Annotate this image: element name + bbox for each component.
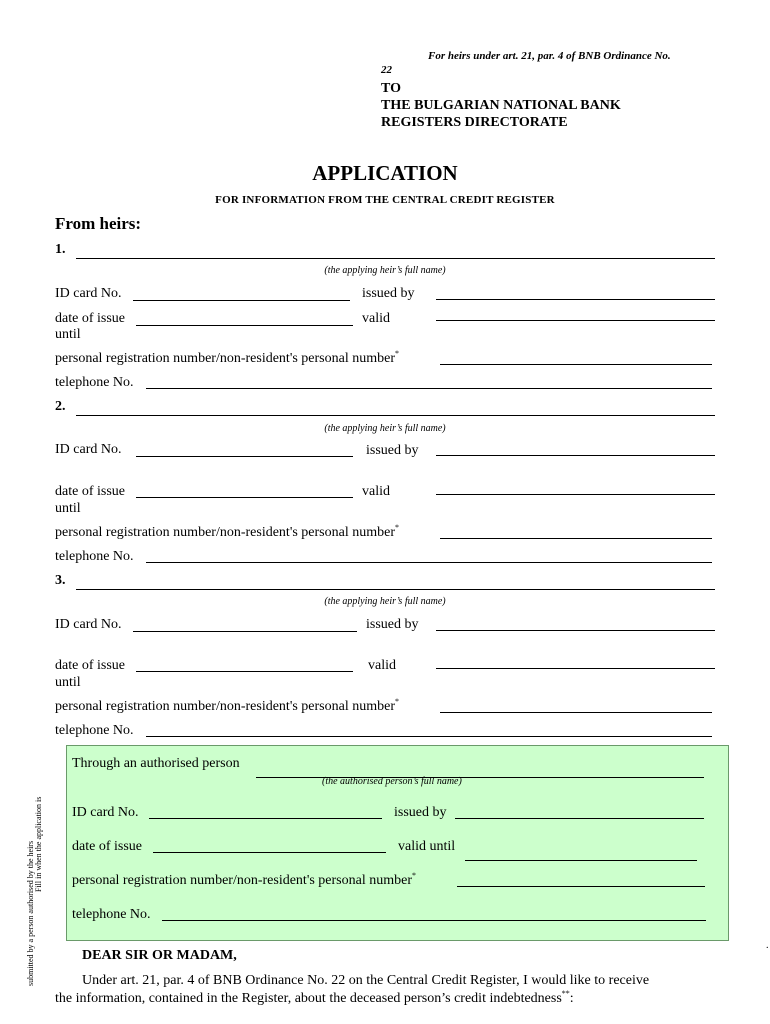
heir-1-date-label: date of issue bbox=[55, 311, 125, 326]
authorised-id-label: ID card No. bbox=[72, 805, 139, 820]
authorised-pin-field[interactable] bbox=[457, 886, 705, 887]
heir-1-issued-by-label: issued by bbox=[362, 286, 415, 301]
heir-2-pin-field[interactable] bbox=[440, 538, 712, 539]
heir-2-number: 2. bbox=[55, 399, 66, 414]
heir-3-date-field[interactable] bbox=[136, 671, 353, 672]
heir-2-id-label: ID card No. bbox=[55, 442, 122, 457]
heir-3-valid-field[interactable] bbox=[436, 668, 715, 669]
heir-1-number: 1. bbox=[55, 242, 66, 257]
header-note: For heirs under art. 21, par. 4 of BNB Ordinance No. bbox=[428, 50, 671, 62]
address-bank: THE BULGARIAN NATIONAL BANK bbox=[381, 98, 621, 113]
heir-3-issued-by-label: issued by bbox=[366, 617, 419, 632]
heir-1-valid-field[interactable] bbox=[436, 320, 715, 321]
heir-2-caption: (the applying heir’s full name) bbox=[324, 423, 446, 434]
address-to: TO bbox=[381, 81, 401, 96]
heir-1-until-label: until bbox=[55, 327, 81, 342]
heir-2-phone-label: telephone No. bbox=[55, 549, 134, 564]
heir-3-id-field[interactable] bbox=[133, 631, 357, 632]
margin-dot: . bbox=[766, 940, 769, 951]
heir-3-until-label: until bbox=[55, 675, 81, 690]
heir-2-until-label: until bbox=[55, 501, 81, 516]
heir-1-id-label: ID card No. bbox=[55, 286, 122, 301]
heir-3-pin-field[interactable] bbox=[440, 712, 712, 713]
heir-3-name-field[interactable] bbox=[76, 589, 715, 590]
letter-paragraph-line-2: the information, contained in the Register, about the deceased person’s credit indebtedness**: bbox=[55, 989, 574, 1006]
heir-1-name-field[interactable] bbox=[76, 258, 715, 259]
authorised-phone-label: telephone No. bbox=[72, 907, 151, 922]
authorised-valid-until-label: valid until bbox=[398, 839, 456, 854]
heir-3-id-label: ID card No. bbox=[55, 617, 122, 632]
heir-3-number: 3. bbox=[55, 573, 66, 588]
heir-1-id-field[interactable] bbox=[133, 300, 350, 301]
heir-1-phone-field[interactable] bbox=[146, 388, 712, 389]
heir-3-phone-field[interactable] bbox=[146, 736, 712, 737]
authorised-id-field[interactable] bbox=[149, 818, 382, 819]
heir-1-valid-label: valid bbox=[362, 311, 390, 326]
heir-2-phone-field[interactable] bbox=[146, 562, 712, 563]
letter-paragraph-line-1: Under art. 21, par. 4 of BNB Ordinance No. 22 on the Central Credit Register, I would like to receive bbox=[82, 973, 650, 988]
page-subtitle: FOR INFORMATION FROM THE CENTRAL CREDIT REGISTER bbox=[215, 194, 555, 206]
authorised-date-field[interactable] bbox=[153, 852, 386, 853]
heir-2-valid-field[interactable] bbox=[436, 494, 715, 495]
side-note-authorised: submitted by a person authorised by the heirs bbox=[26, 840, 35, 986]
heir-3-phone-label: telephone No. bbox=[55, 723, 134, 738]
authorised-through-label: Through an authorised person bbox=[72, 756, 240, 771]
heir-3-pin-label: personal registration number/non-resident's personal number* bbox=[55, 697, 399, 714]
page-title: APPLICATION bbox=[312, 161, 458, 185]
heir-2-name-field[interactable] bbox=[76, 415, 715, 416]
authorised-issued-by-label: issued by bbox=[394, 805, 447, 820]
authorised-pin-label: personal registration number/non-resident's personal number* bbox=[72, 871, 416, 888]
heir-1-pin-label: personal registration number/non-resident's personal number* bbox=[55, 349, 399, 366]
authorised-valid-until-field[interactable] bbox=[465, 860, 697, 861]
heir-2-valid-label: valid bbox=[362, 484, 390, 499]
heir-3-caption: (the applying heir’s full name) bbox=[324, 596, 446, 607]
heir-1-caption: (the applying heir’s full name) bbox=[324, 265, 446, 276]
authorised-issued-by-field[interactable] bbox=[455, 818, 704, 819]
heir-1-phone-label: telephone No. bbox=[55, 375, 134, 390]
heir-1-date-field[interactable] bbox=[136, 325, 353, 326]
heir-3-issued-by-field[interactable] bbox=[436, 630, 715, 631]
heir-2-date-field[interactable] bbox=[136, 497, 353, 498]
heir-3-date-label: date of issue bbox=[55, 658, 125, 673]
heir-2-date-label: date of issue bbox=[55, 484, 125, 499]
heir-2-id-field[interactable] bbox=[136, 456, 353, 457]
side-note-fill-in: Fill in when the application is bbox=[34, 796, 43, 892]
header-note-cont: 22 bbox=[381, 64, 392, 76]
salutation: DEAR SIR OR MADAM, bbox=[82, 948, 237, 963]
heir-2-issued-by-label: issued by bbox=[366, 443, 419, 458]
authorised-phone-field[interactable] bbox=[162, 920, 706, 921]
authorised-date-label: date of issue bbox=[72, 839, 142, 854]
heir-3-valid-label: valid bbox=[368, 658, 396, 673]
heir-1-issued-by-field[interactable] bbox=[436, 299, 715, 300]
from-heirs-heading: From heirs: bbox=[55, 214, 142, 233]
heir-1-pin-field[interactable] bbox=[440, 364, 712, 365]
heir-2-pin-label: personal registration number/non-resident's personal number* bbox=[55, 523, 399, 540]
address-directorate: REGISTERS DIRECTORATE bbox=[381, 115, 568, 130]
authorised-caption: (the authorised person’s full name) bbox=[322, 776, 462, 787]
heir-2-issued-by-field[interactable] bbox=[436, 455, 715, 456]
